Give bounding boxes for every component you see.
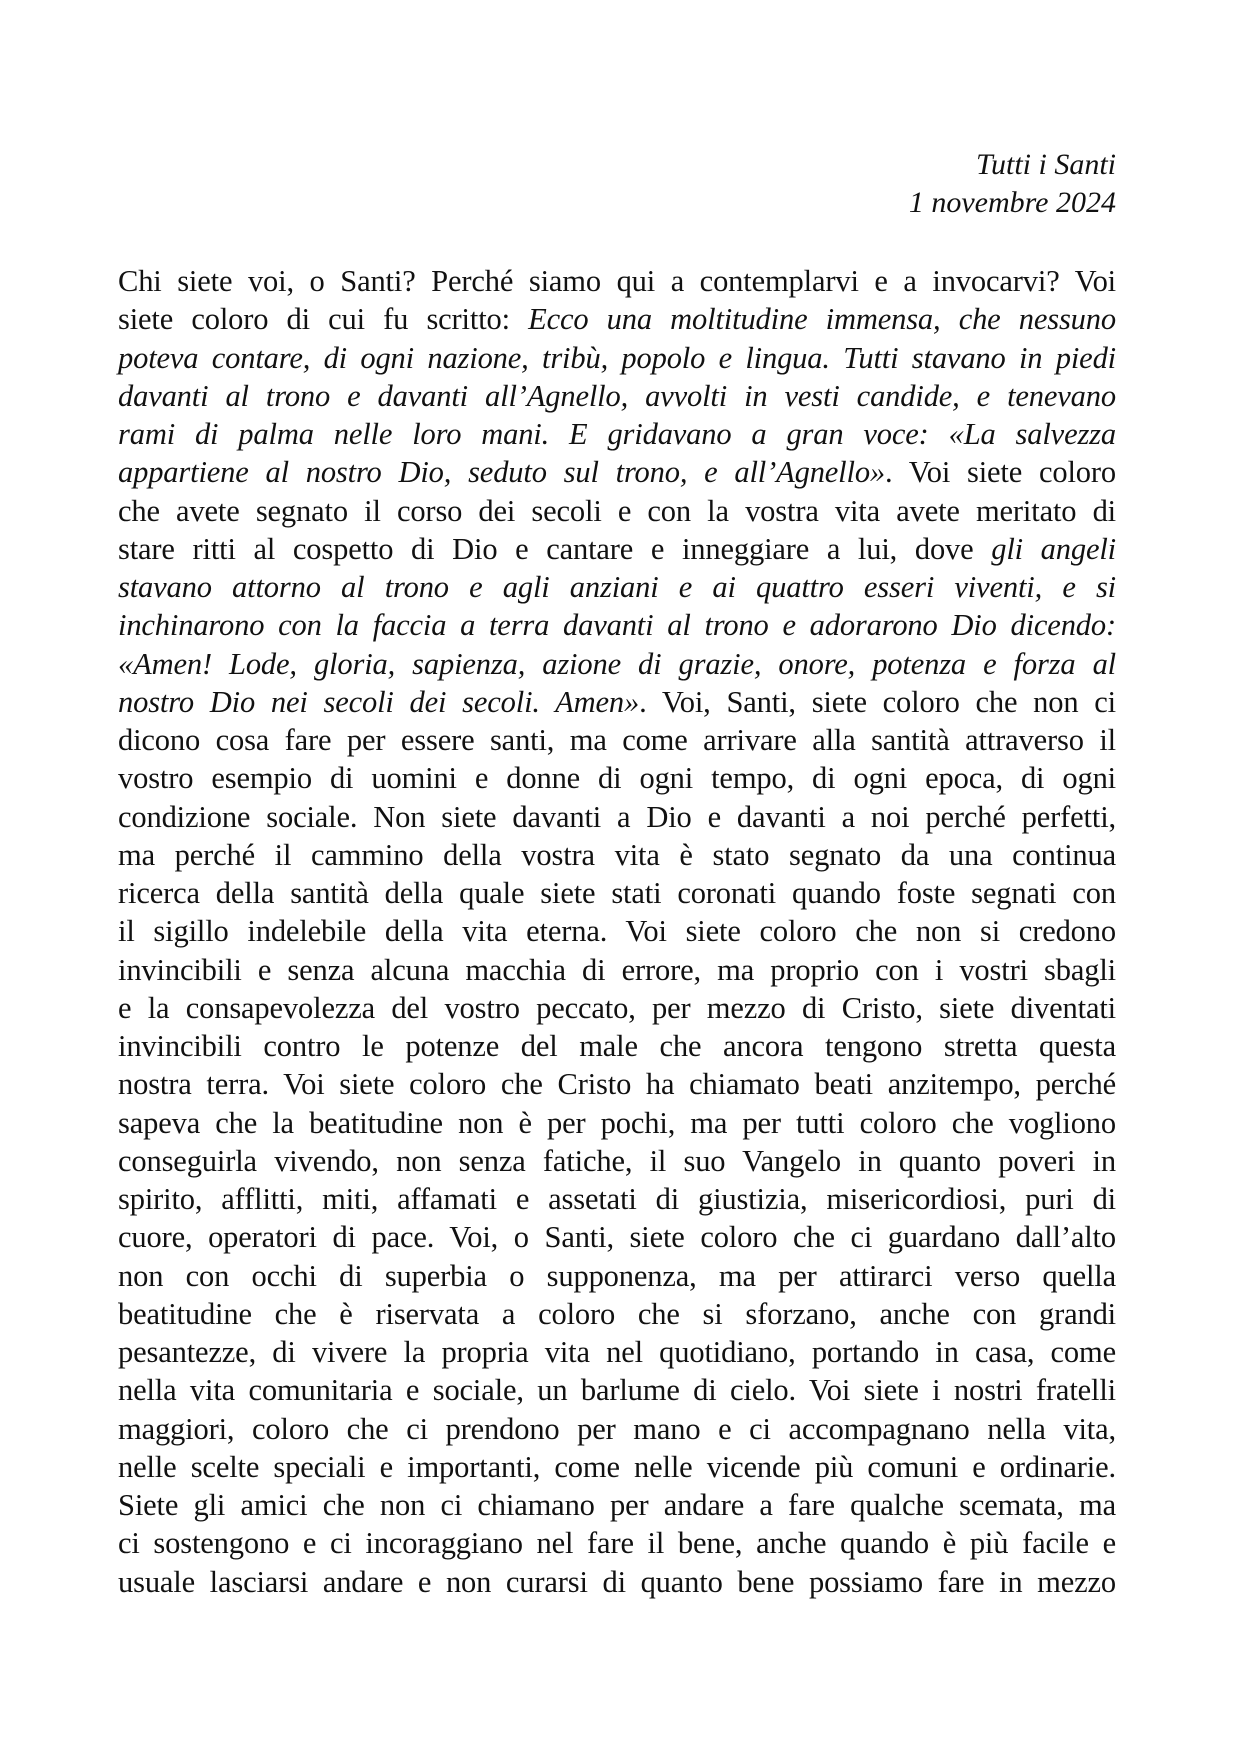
text-line: [118, 1448, 1116, 1486]
text-line: [118, 989, 1116, 1027]
text-segment: nostra terra. Voi siete coloro che Cristo ha chiamato beati anzitempo, perché: [118, 1067, 1116, 1102]
text-line: [118, 1027, 1116, 1065]
italic-quote-segment: gli angeli: [991, 531, 1117, 566]
text-line: [118, 1333, 1116, 1371]
text-segment: cuore, operatori di pace. Voi, o Santi, siete coloro che ci guardano dall’alto: [118, 1220, 1116, 1255]
text-segment: invincibili contro le potenze del male che ancora tengono stretta questa: [118, 1029, 1116, 1063]
document-header: [909, 146, 1116, 222]
text-line: [118, 1218, 1116, 1256]
text-segment: beatitudine che è riservata a coloro che si sforzano, anche con grandi: [118, 1296, 1116, 1331]
text-segment: condizione sociale. Non siete davanti a Dio e davanti a noi perché perfetti,: [118, 799, 1116, 834]
text-segment: spirito, afflitti, miti, affamati e assetati di giustizia, misericordiosi, puri di: [118, 1182, 1116, 1216]
body-paragraph: [118, 262, 1116, 1601]
italic-quote-segment: davanti al trono e davanti all’Agnello, avvolti in vesti candide, e tenevano: [118, 378, 1116, 413]
text-segment: vostro esempio di uomini e donne di ogni tempo, di ogni epoca, di ogni: [118, 761, 1116, 796]
text-line: [118, 645, 1116, 683]
italic-quote-segment: appartiene al nostro Dio, seduto sul trono, e all’Agnello»: [118, 455, 886, 490]
text-line: [118, 377, 1116, 415]
italic-quote-segment: stavano attorno al trono e agli anziani e ai quattro esseri viventi, e si: [118, 570, 1116, 604]
text-segment: ci sostengono e ci incoraggiano nel fare il bene, anche quando è più facile e: [118, 1526, 1116, 1561]
italic-quote-segment: Ecco una moltitudine immensa, che nessuno: [528, 302, 1116, 337]
text-line: [118, 530, 1116, 568]
text-line: [118, 912, 1116, 950]
text-line: [118, 1257, 1116, 1295]
document-date: 1 novembre 2024: [908, 186, 1116, 219]
text-segment: sapeva che la beatitudine non è per pochi, ma per tutti coloro che vogliono: [118, 1105, 1116, 1140]
text-line: [118, 339, 1116, 377]
text-line: [118, 1563, 1116, 1601]
text-segment: siete coloro di cui fu scritto:: [118, 302, 529, 337]
text-segment: Chi siete voi, o Santi? Perché siamo qui a contemplarvi e a invocarvi? Voi: [118, 264, 1116, 298]
text-line: [118, 836, 1116, 874]
text-line: [118, 1180, 1116, 1218]
text-segment: usuale lasciarsi andare e non curarsi di quanto bene possiamo fare in mezzo: [118, 1564, 1116, 1599]
text-segment: Siete gli amici che non ci chiamano per andare a fare qualche scemata, ma: [118, 1488, 1116, 1522]
text-segment: non con occhi di superbia o supponenza, ma per attirarci verso quella: [118, 1258, 1116, 1293]
text-segment: stare ritti al cospetto di Dio e cantare e inneggiare a lui, dove: [118, 531, 992, 566]
italic-quote-segment: inchinarono con la faccia a terra davanti al trono e adorarono Dio dicendo:: [118, 608, 1116, 643]
text-line: [118, 606, 1116, 644]
text-segment: ma perché il cammino della vostra vita è stato segnato da una continua: [118, 837, 1116, 872]
text-line: [118, 798, 1116, 836]
text-segment: pesantezze, di vivere la propria vita nel quotidiano, portando in casa, come: [118, 1335, 1116, 1369]
document-title: Tutti i Santi: [975, 148, 1116, 181]
text-segment: ricerca della santità della quale siete stati coronati quando foste segnati con: [118, 876, 1116, 910]
text-line: [118, 721, 1116, 759]
text-line: [118, 1142, 1116, 1180]
text-segment: . Voi, Santi, siete coloro che non ci: [639, 684, 1116, 719]
italic-quote-segment: poteva contare, di ogni nazione, tribù, popolo e lingua. Tutti stavano in piedi: [118, 340, 1116, 375]
text-line: [118, 300, 1116, 338]
text-line: [118, 1486, 1116, 1524]
text-line: [118, 759, 1116, 797]
text-segment: e la consapevolezza del vostro peccato, per mezzo di Cristo, siete diventati: [118, 990, 1116, 1025]
text-line: [118, 1104, 1116, 1142]
text-segment: il sigillo indelebile della vita eterna. Voi siete coloro che non si credono: [118, 914, 1116, 949]
text-segment: conseguirla vivendo, non senza fatiche, il suo Vangelo in quanto poveri in: [118, 1143, 1116, 1178]
text-segment: che avete segnato il corso dei secoli e con la vostra vita avete meritato di: [118, 493, 1116, 528]
text-line: [118, 683, 1116, 721]
text-line: [118, 568, 1116, 606]
text-line: [118, 1410, 1116, 1448]
text-line: [118, 951, 1116, 989]
text-line: [118, 1371, 1116, 1409]
text-segment: maggiori, coloro che ci prendono per mano e ci accompagnano nella vita,: [118, 1411, 1116, 1446]
text-segment: nelle scelte speciali e importanti, come nelle vicende più comuni e ordinarie.: [118, 1449, 1116, 1484]
text-line: [118, 1524, 1116, 1562]
text-line: [118, 874, 1116, 912]
text-segment: nella vita comunitaria e sociale, un barlume di cielo. Voi siete i nostri fratelli: [118, 1373, 1116, 1408]
text-line: [118, 415, 1116, 453]
text-line: [118, 1295, 1116, 1333]
text-segment: . Voi siete coloro: [885, 455, 1116, 490]
text-segment: invincibili e senza alcuna macchia di errore, ma proprio con i vostri sbagli: [118, 952, 1116, 987]
text-line: [118, 262, 1116, 300]
italic-quote-segment: nostro Dio nei secoli dei secoli. Amen»: [118, 684, 640, 719]
italic-quote-segment: «Amen! Lode, gloria, sapienza, azione di grazie, onore, potenza e forza al: [118, 646, 1116, 681]
text-line: [118, 453, 1116, 491]
text-line: [118, 492, 1116, 530]
italic-quote-segment: rami di palma nelle loro mani. E gridavano a gran voce: «La salvezza: [118, 417, 1116, 451]
text-line: [118, 1065, 1116, 1103]
text-segment: dicono cosa fare per essere santi, ma come arrivare alla santità attraverso il: [118, 723, 1116, 757]
